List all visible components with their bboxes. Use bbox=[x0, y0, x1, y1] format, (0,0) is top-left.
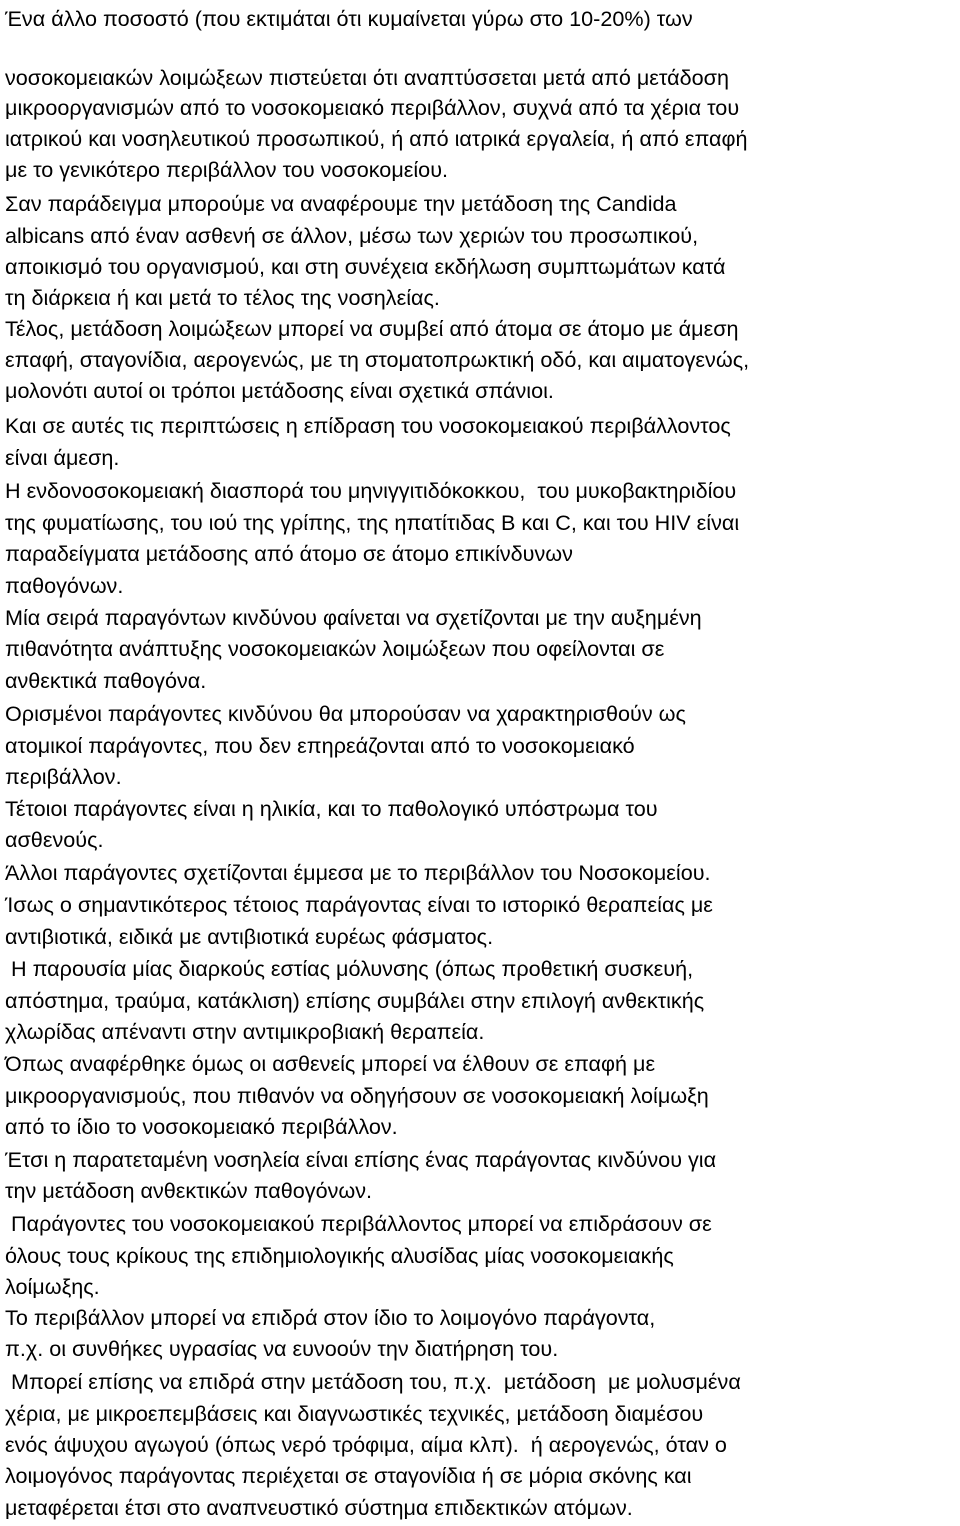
text-line-32: χλωρίδας απέναντι στην αντιμικροβιακή θεραπεία. bbox=[5, 1019, 485, 1044]
text-line-12: μολονότι αυτοί οι τρόποι μετάδοσης είναι σχετικά σπάνιοι. bbox=[5, 378, 554, 403]
text-line-03: μικροοργανισμών από το νοσοκομειακό περιβάλλον, συχνά από τα χέρια του bbox=[5, 95, 740, 120]
text-line-36: Έτσι η παρατεταμένη νοσηλεία είναι επίσης ένας παράγοντας κινδύνου για bbox=[5, 1147, 717, 1172]
text-line-14: είναι άμεση. bbox=[5, 445, 120, 470]
text-line-24: περιβάλλον. bbox=[5, 764, 122, 789]
text-line-05: με το γενικότερο περιβάλλον του νοσοκομείου. bbox=[5, 157, 448, 182]
text-line-08: αποικισμό του οργανισμού, και στη συνέχεια εκδήλωση συμπτωμάτων κατά bbox=[5, 254, 726, 279]
text-line-45: ενός άψυχου αγωγού (όπως νερό τρόφιμα, αίμα κλπ). ή αερογενώς, όταν ο bbox=[5, 1432, 727, 1457]
text-line-01: Ένα άλλο ποσοστό (που εκτιμάται ότι κυμαίνεται γύρω στο 10-20%) των bbox=[5, 6, 693, 31]
text-line-42: π.χ. οι συνθήκες υγρασίας να ευνοούν την διατήρηση του. bbox=[5, 1336, 559, 1361]
text-line-16: της φυματίωσης, του ιού της γρίπης, της ηπατίτιδας Β και C, και του HIV είναι bbox=[5, 510, 740, 535]
text-line-15: Η ενδονοσοκομειακή διασπορά του μηνιγγιτιδόκοκκου, του μυκοβακτηριδίου bbox=[5, 478, 737, 503]
text-line-34: μικροοργανισμούς, που πιθανόν να οδηγήσουν σε νοσοκομειακή λοίμωξη bbox=[5, 1083, 709, 1108]
text-line-28: Ίσως ο σημαντικότερος τέτοιος παράγοντας είναι το ιστορικό θεραπείας με bbox=[5, 892, 713, 917]
text-line-09: τη διάρκεια ή και μετά το τέλος της νοσηλείας. bbox=[5, 285, 440, 310]
text-line-46: λοιμογόνος παράγοντας περιέχεται σε σταγονίδια ή σε μόρια σκόνης και bbox=[5, 1463, 692, 1488]
text-line-26: ασθενούς. bbox=[5, 827, 104, 852]
text-line-17: παραδείγματα μετάδοσης από άτομο σε άτομο επικίνδυνων bbox=[5, 541, 573, 566]
text-line-39: όλους τους κρίκους της επιδημιολογικής αλυσίδας μίας νοσοκομειακής bbox=[5, 1243, 674, 1268]
text-line-13: Και σε αυτές τις περιπτώσεις η επίδραση του νοσοκομειακού περιβάλλοντος bbox=[5, 413, 731, 438]
text-line-47: μεταφέρεται έτσι στο αναπνευστικό σύστημα επιδεκτικών ατόμων. bbox=[5, 1495, 633, 1520]
text-line-29: αντιβιοτικά, ειδικά με αντιβιοτικά ευρέως φάσματος. bbox=[5, 924, 494, 949]
text-line-35: από το ίδιο το νοσοκομειακό περιβάλλον. bbox=[5, 1114, 398, 1139]
text-line-19: Μία σειρά παραγόντων κινδύνου φαίνεται να σχετίζονται με την αυξημένη bbox=[5, 605, 702, 630]
text-line-21: ανθεκτικά παθογόνα. bbox=[5, 668, 207, 693]
text-line-27: Άλλοι παράγοντες σχετίζονται έμμεσα με το περιβάλλον του Νοσοκομείου. bbox=[5, 860, 711, 885]
text-line-06: Σαν παράδειγμα μπορούμε να αναφέρουμε την μετάδοση της Candida bbox=[5, 191, 677, 216]
text-line-37: την μετάδοση ανθεκτικών παθογόνων. bbox=[5, 1178, 373, 1203]
text-line-04: ιατρικού και νοσηλευτικού προσωπικού, ή από ιατρικά εργαλεία, ή από επαφή bbox=[5, 126, 748, 151]
text-line-25: Τέτοιοι παράγοντες είναι η ηλικία, και το παθολογικό υπόστρωμα του bbox=[5, 796, 658, 821]
text-line-40: λοίμωξης. bbox=[5, 1274, 100, 1299]
text-line-10: Τέλος, μετάδοση λοιμώξεων μπορεί να συμβεί από άτομα σε άτομο με άμεση bbox=[5, 316, 739, 341]
text-line-11: επαφή, σταγονίδια, αερογενώς, με τη στοματοπρωκτική οδό, και αιματογενώς, bbox=[5, 347, 750, 372]
text-line-23: ατομικοί παράγοντες, που δεν επηρεάζονται από το νοσοκομειακό bbox=[5, 733, 635, 758]
text-line-07: albicans από έναν ασθενή σε άλλον, μέσω των χεριών του προσωπικού, bbox=[5, 223, 699, 248]
text-line-30: Η παρουσία μίας διαρκούς εστίας μόλυνσης (όπως προθετική συσκευή, bbox=[5, 956, 694, 981]
text-line-22: Ορισμένοι παράγοντες κινδύνου θα μπορούσαν να χαρακτηρισθούν ως bbox=[5, 701, 686, 726]
text-line-18: παθογόνων. bbox=[5, 573, 124, 598]
text-line-41: Το περιβάλλον μπορεί να επιδρά στον ίδιο το λοιμογόνο παράγοντα, bbox=[5, 1305, 656, 1330]
text-line-44: χέρια, με μικροεπεμβάσεις και διαγνωστικές τεχνικές, μετάδοση διαμέσου bbox=[5, 1401, 704, 1426]
text-line-33: Όπως αναφέρθηκε όμως οι ασθενείς μπορεί να έλθουν σε επαφή με bbox=[5, 1051, 656, 1076]
text-line-02: νοσοκομειακών λοιμώξεων πιστεύεται ότι αναπτύσσεται μετά από μετάδοση bbox=[5, 65, 730, 90]
text-line-20: πιθανότητα ανάπτυξης νοσοκομειακών λοιμώξεων που οφείλονται σε bbox=[5, 636, 665, 661]
text-line-38: Παράγοντες του νοσοκομειακού περιβάλλοντος μπορεί να επιδράσουν σε bbox=[5, 1211, 712, 1236]
text-line-43: Μπορεί επίσης να επιδρά στην μετάδοση του, π.χ. μετάδοση με μολυσμένα bbox=[5, 1369, 741, 1394]
text-line-31: απόστημα, τραύμα, κατάκλιση) επίσης συμβάλει στην επιλογή ανθεκτικής bbox=[5, 988, 705, 1013]
